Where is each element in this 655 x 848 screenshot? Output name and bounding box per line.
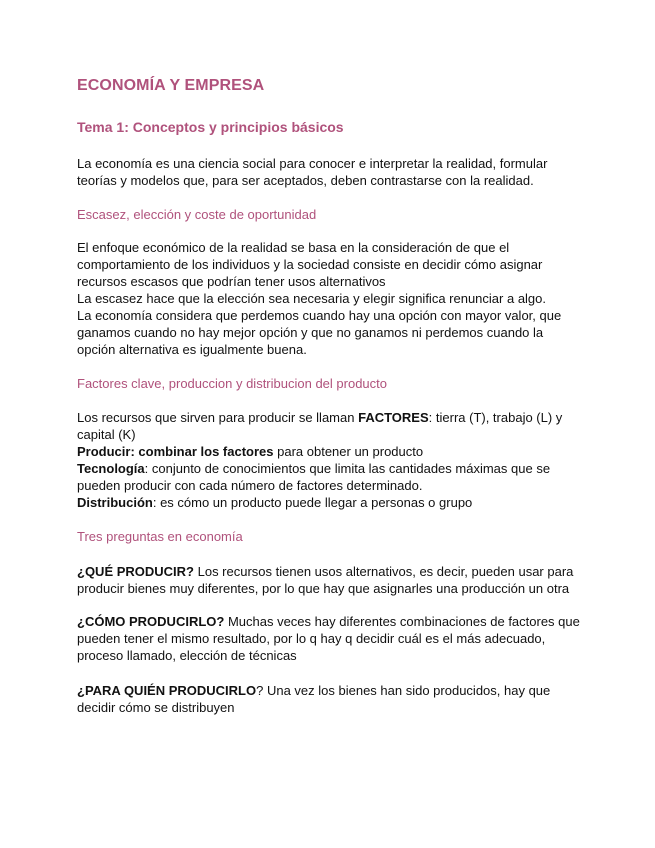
question-para-quien [77, 682, 582, 716]
intro-text: La economía es una ciencia social para conocer e interpretar la realidad, formular teorías y modelos que, para ser aceptados, deben contrastarse con la realidad. [77, 156, 548, 188]
tecnologia-line [77, 460, 582, 494]
tecnologia-text: : conjunto de conocimientos que limita las cantidades máximas que se pueden producir con cada número de factores determinado. [77, 461, 551, 493]
question-3-text: ? Una vez los bienes han sido producidos, hay que decidir cómo se distribuyen [77, 683, 551, 715]
tecnologia-bold: Tecnología [77, 461, 145, 476]
section-heading-preguntas: Tres preguntas en economía [77, 529, 243, 544]
factores-line [77, 409, 582, 443]
question-1-text: Los recursos tienen usos alternativos, es decir, pueden usar para producir bienes muy diferentes, por lo que hay que asignarles una producción un otra [77, 564, 574, 596]
producir-text: para obtener un producto [273, 444, 424, 459]
escasez-paragraph-3: La economía considera que perdemos cuando hay una opción con mayor valor, que ganamos cuando no hay mejor opción y que no ganamos ni perdemos cuando la opción alternativa es igualmente buena. [77, 308, 562, 357]
escasez-paragraph-2: La escasez hace que la elección sea necesaria y elegir significa renunciar a algo. [77, 291, 547, 306]
section-body-factores [77, 409, 582, 511]
distribucion-text: : es cómo un producto puede llegar a personas o grupo [152, 495, 473, 510]
escasez-paragraph-1: El enfoque económico de la realidad se basa en la consideración de que el comportamiento de los individuos y la sociedad consiste en decidir cómo asignar recursos escasos que podrían tener usos alternativos [77, 240, 543, 289]
distribucion-bold: Distribución [77, 495, 153, 510]
producir-bold: Producir: combinar los factores [77, 444, 274, 459]
section-heading-factores: Factores clave, produccion y distribucion del producto [77, 376, 387, 391]
question-que-producir [77, 563, 582, 597]
topic-heading: Tema 1: Conceptos y principios básicos [77, 119, 344, 135]
factores-text-pre: Los recursos que sirven para producir se llaman [77, 410, 359, 425]
question-1-bold: ¿QUÉ PRODUCIR? [77, 564, 194, 579]
factores-bold: FACTORES [358, 410, 429, 425]
factores-text-post: : tierra (T), trabajo (L) y capital (K) [77, 410, 563, 442]
section-body-escasez [77, 239, 582, 358]
document-title: ECONOMÍA Y EMPRESA [77, 77, 265, 94]
question-como-producirlo [77, 613, 582, 664]
distribucion-line [77, 494, 582, 511]
question-1 [77, 563, 582, 597]
intro-paragraph [77, 155, 582, 189]
section-heading-escasez: Escasez, elección y coste de oportunidad [77, 207, 317, 222]
question-2-text: Muchas veces hay diferentes combinaciones de factores que pueden tener el mismo resultado, por lo q hay q decidir cuál es el más adecuado, proceso llamado, elección de técnicas [77, 614, 580, 663]
producir-line [77, 443, 582, 460]
question-3-bold: ¿PARA QUIÉN PRODUCIRLO [77, 683, 257, 698]
question-2-bold: ¿CÓMO PRODUCIRLO? [77, 614, 225, 629]
question-2 [77, 613, 582, 664]
question-3 [77, 682, 582, 716]
